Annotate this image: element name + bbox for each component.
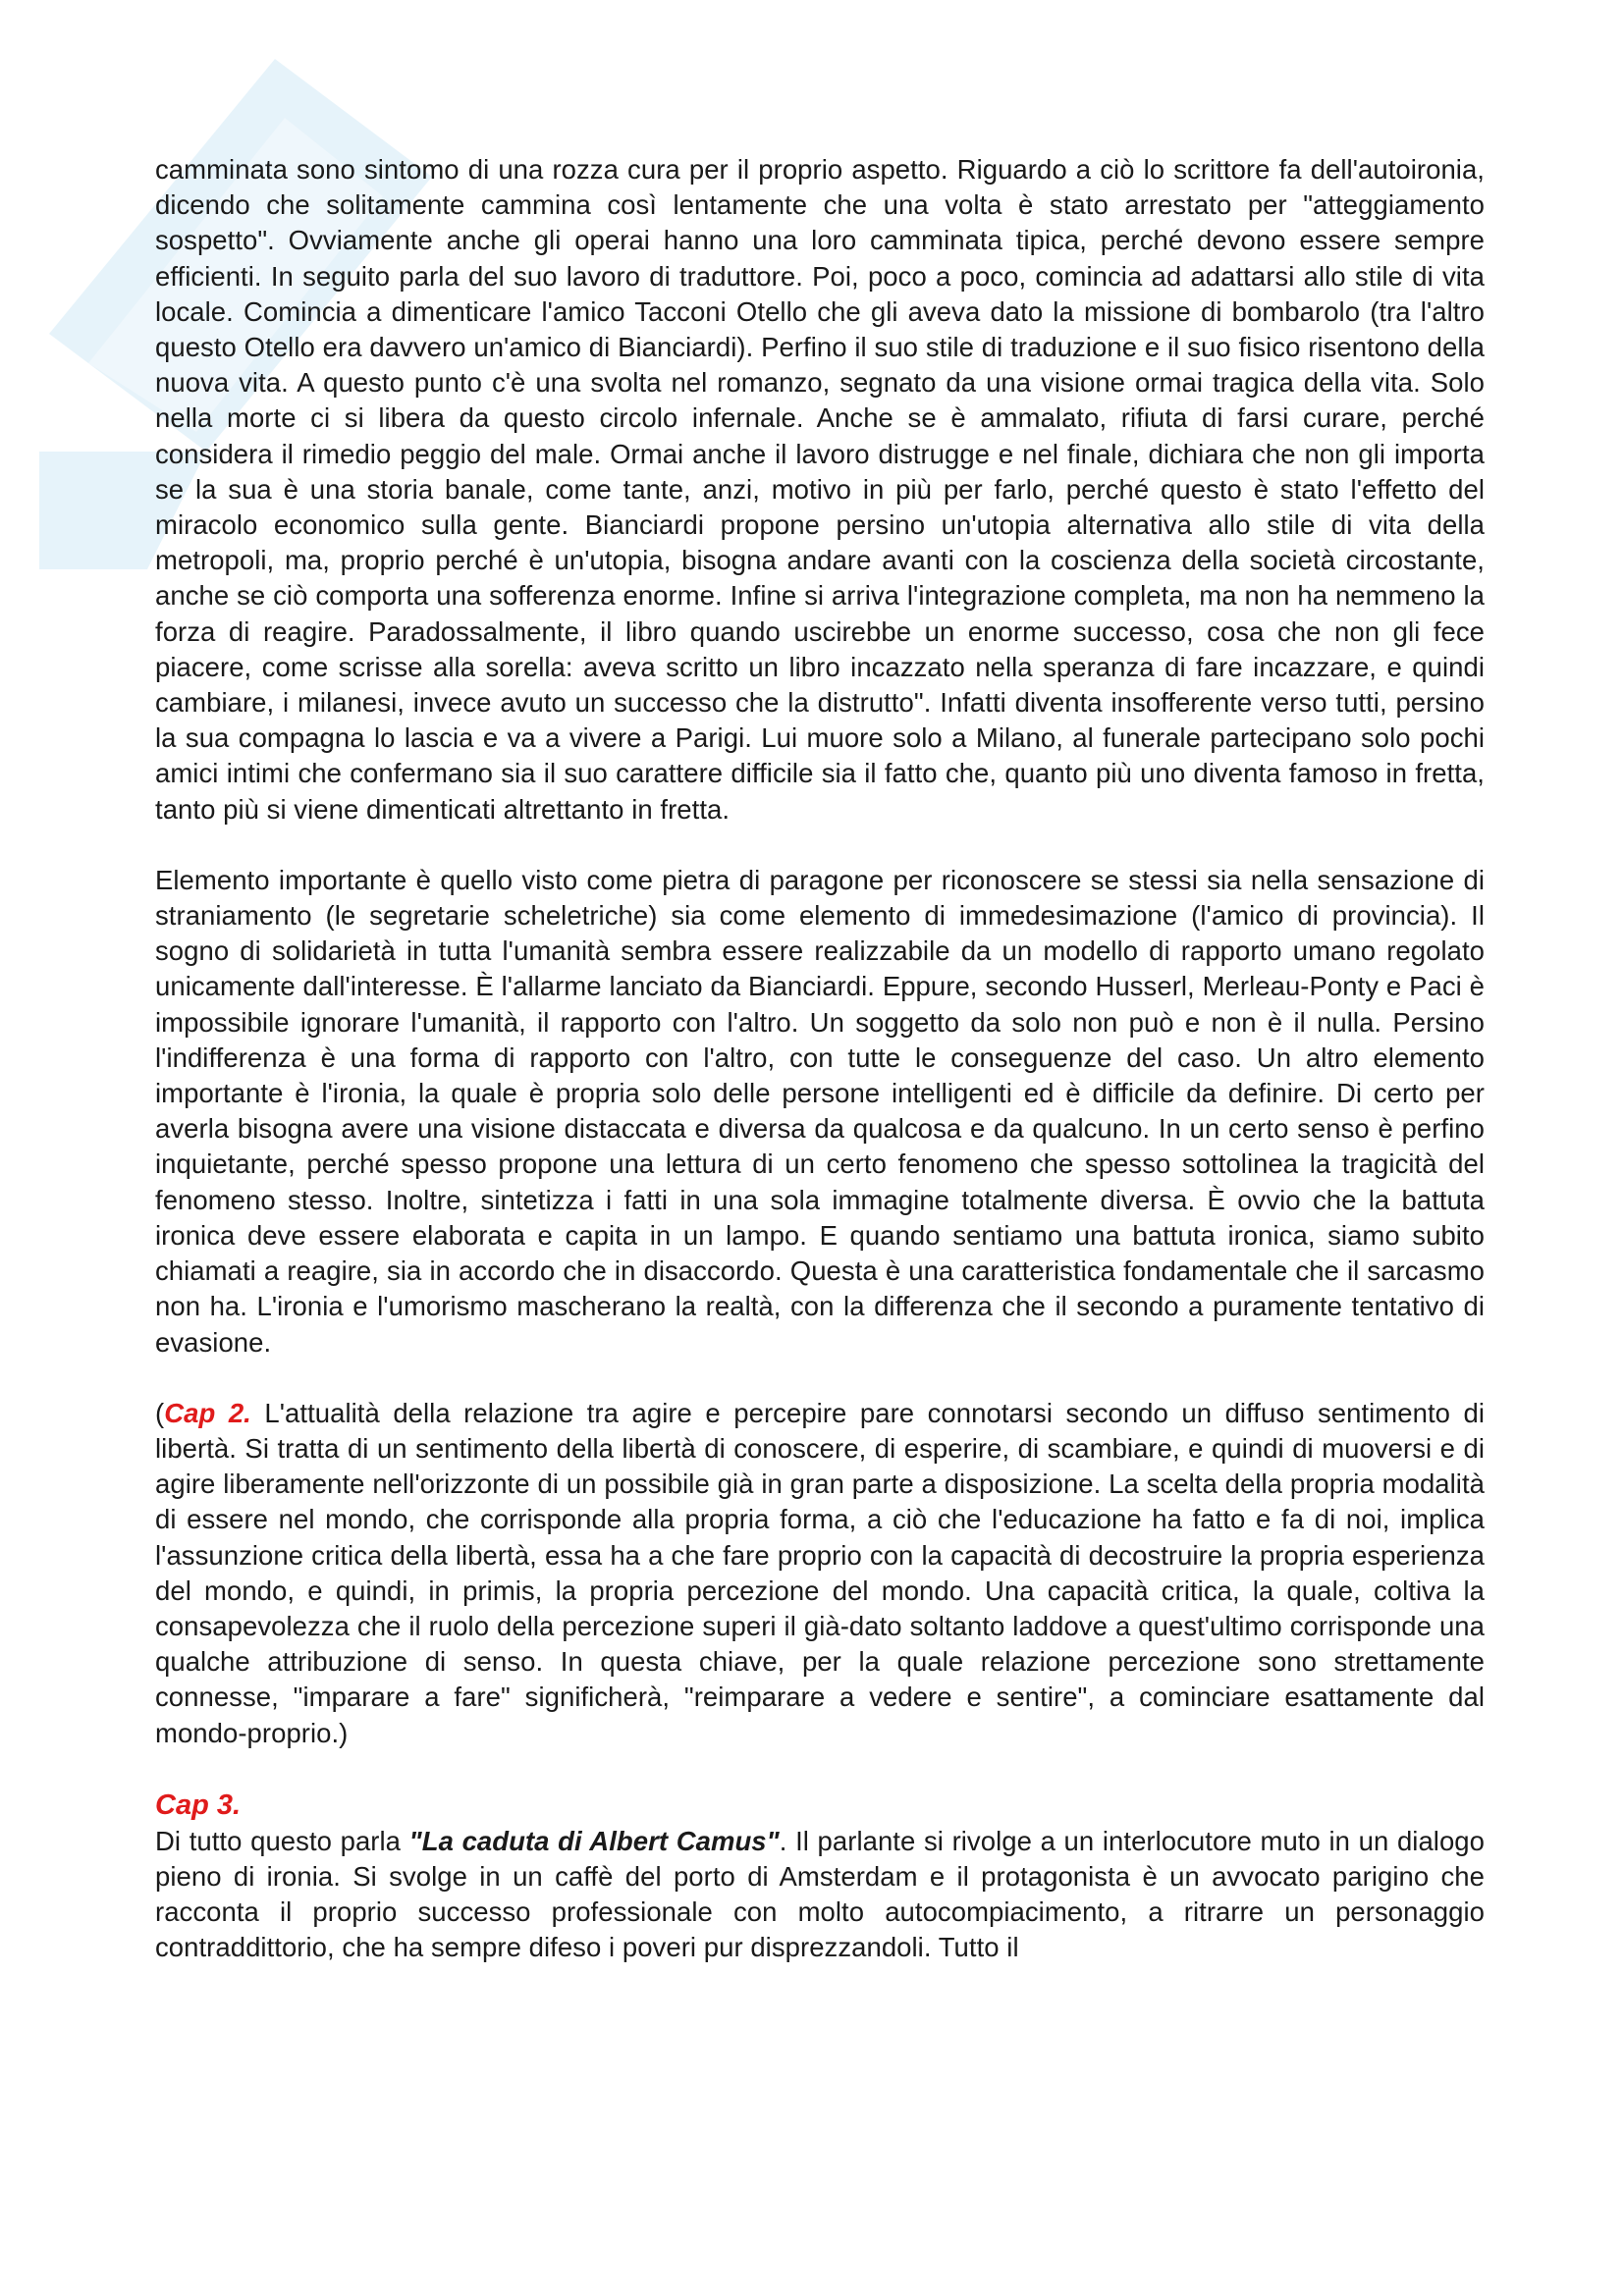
paragraph-spacer [155,1751,1485,1787]
paragraph-3 [155,1396,1485,1751]
paragraph-spacer [155,1361,1485,1396]
paragraph-3-text: L'attualità della relazione tra agire e percepire pare connotarsi secondo un diffuso sentimento di libertà. Si tratta di un sentimento della libertà di conoscere, di esperire, di scambiare, e quindi di muoversi e di agire liberamente nell'orizzonte di un possibile già in gran parte a disposizione. La scelta della propria modalità di essere nel mondo, che corrisponde alla propria forma, a ciò che l'educazione ha fatto e fa di noi, implica l'assunzione critica della libertà, essa ha a che fare proprio con la capacità di decostruire la propria esperienza del mondo, e quindi, in primis, la propria percezione del mondo. Una capacità critica, la quale, coltiva la consapevolezza che il ruolo della percezione superi il già-dato soltanto laddove a quest'ultimo corrisponde una qualche attribuzione di senso. In questa chiave, per la quale relazione percezione sono strettamente connesse, "imparare a fare" significherà, "reimparare a vedere e sentire", a cominciare esattamente dal mondo-proprio.) [155,1397,1485,1748]
paragraph-spacer [155,828,1485,863]
cap-3-heading: Cap 3. [155,1789,242,1821]
paragraph-1: camminata sono sintomo di una rozza cura per il proprio aspetto. Riguardo a ciò lo scrittore fa dell'autoironia, dicendo che solitamente cammina così lentamente che una volta è stato arrestato per "atteggiamento sospetto". Ovviamente anche gli operai hanno una loro camminata tipica, perché devono essere sempre efficienti. In seguito parla del suo lavoro di traduttore. Poi, poco a poco, comincia ad adattarsi allo stile di vita locale. Comincia a dimenticare l'amico Tacconi Otello che gli aveva dato la missione di bombarolo (tra l'altro questo Otello era davvero un'amico di Bianciardi). Perfino il suo stile di traduzione e il suo fisico risentono della nuova vita. A questo punto c'è una svolta nel romanzo, segnato da una visione ormai tragica della vita. Solo nella morte ci si libera da questo circolo infernale. Anche se è ammalato, rifiuta di farsi curare, perché considera il rimedio peggio del male. Ormai anche il lavoro distrugge e nel finale, dichiara che non gli importa se la sua è una storia banale, come tante, anzi, motivo in più per farlo, perché questo è stato l'effetto del miracolo economico sulla gente. Bianciardi propone persino un'utopia alternativa allo stile di vita della metropoli, ma, proprio perché è un'utopia, bisogna andare avanti con la coscienza della società circostante, anche se ciò comporta una sofferenza enorme. Infine si arriva l'integrazione completa, ma non ha nemmeno la forza di reagire. Paradossalmente, il libro quando uscirebbe un enorme successo, cosa che non gli fece piacere, come scrisse alla sorella: aveva scritto un libro incazzato nella speranza di fare incazzare, e quindi cambiare, i milanesi, invece avuto un successo che la distrutto". Infatti diventa insofferente verso tutti, persino la sua compagna lo lascia e va a vivere a Parigi. Lui muore solo a Milano, al funerale partecipano solo pochi amici intimi che confermano sia il suo carattere difficile sia il fatto che, quanto più uno diventa famoso in fretta, tanto più si viene dimenticati altrettanto in fretta. [155,154,1485,825]
open-parenthesis: ( [155,1397,165,1428]
book-title: "La caduta di Albert Camus" [408,1825,780,1856]
cap-2-label: Cap 2. [164,1397,251,1428]
paragraph-4 [155,1824,1485,1966]
paragraph-2: Elemento importante è quello visto come pietra di paragone per riconoscere se stessi sia nella sensazione di straniamento (le segretarie scheletriche) sia come elemento di immedesimazione (l'amico di provincia). Il sogno di solidarietà in tutta l'umanità sembra essere realizzabile da un modello di rapporto umano regolato unicamente dall'interesse. È l'allarme lanciato da Bianciardi. Eppure, secondo Husserl, Merleau-Ponty e Paci è impossibile ignorare l'umanità, il rapporto con l'altro. Un soggetto da solo non può e non è il nulla. Persino l'indifferenza è una forma di rapporto con l'altro, con tutte le conseguenze del caso. Un altro elemento importante è l'ironia, la quale è propria solo delle persone intelligenti ed è difficile da definire. Di certo per averla bisogna avere una visione distaccata e diversa da qualcosa e da qualcuno. In un certo senso è perfino inquietante, perché spesso propone una lettura di un certo fenomeno che spesso sottolinea la tragicità del fenomeno stesso. Inoltre, sintetizza i fatti in una sola immagine totalmente diversa. È ovvio che la battuta ironica deve essere elaborata e capita in un lampo. E quando sentiamo una battuta ironica, siamo subito chiamati a reagire, sia in accordo che in disaccordo. Questa è una caratteristica fondamentale che il sarcasmo non ha. L'ironia e l'umorismo mascherano la realtà, con la differenza che il secondo a puramente tentativo di evasione. [155,864,1485,1358]
document-page [155,152,1485,1966]
paragraph-4-intro: Di tutto questo parla [155,1825,409,1856]
paragraph-4-text: . Il parlante si rivolge a un interlocutore muto in un dialogo pieno di ironia. Si svolge in un caffè del porto di Amsterdam e il protagonista è un avvocato parigino che racconta il proprio successo professionale con molto autocompiacimento, a ritrarre un personaggio contraddittorio, che ha sempre difeso i poveri pur disprezzandoli. Tutto il [155,1825,1485,1963]
